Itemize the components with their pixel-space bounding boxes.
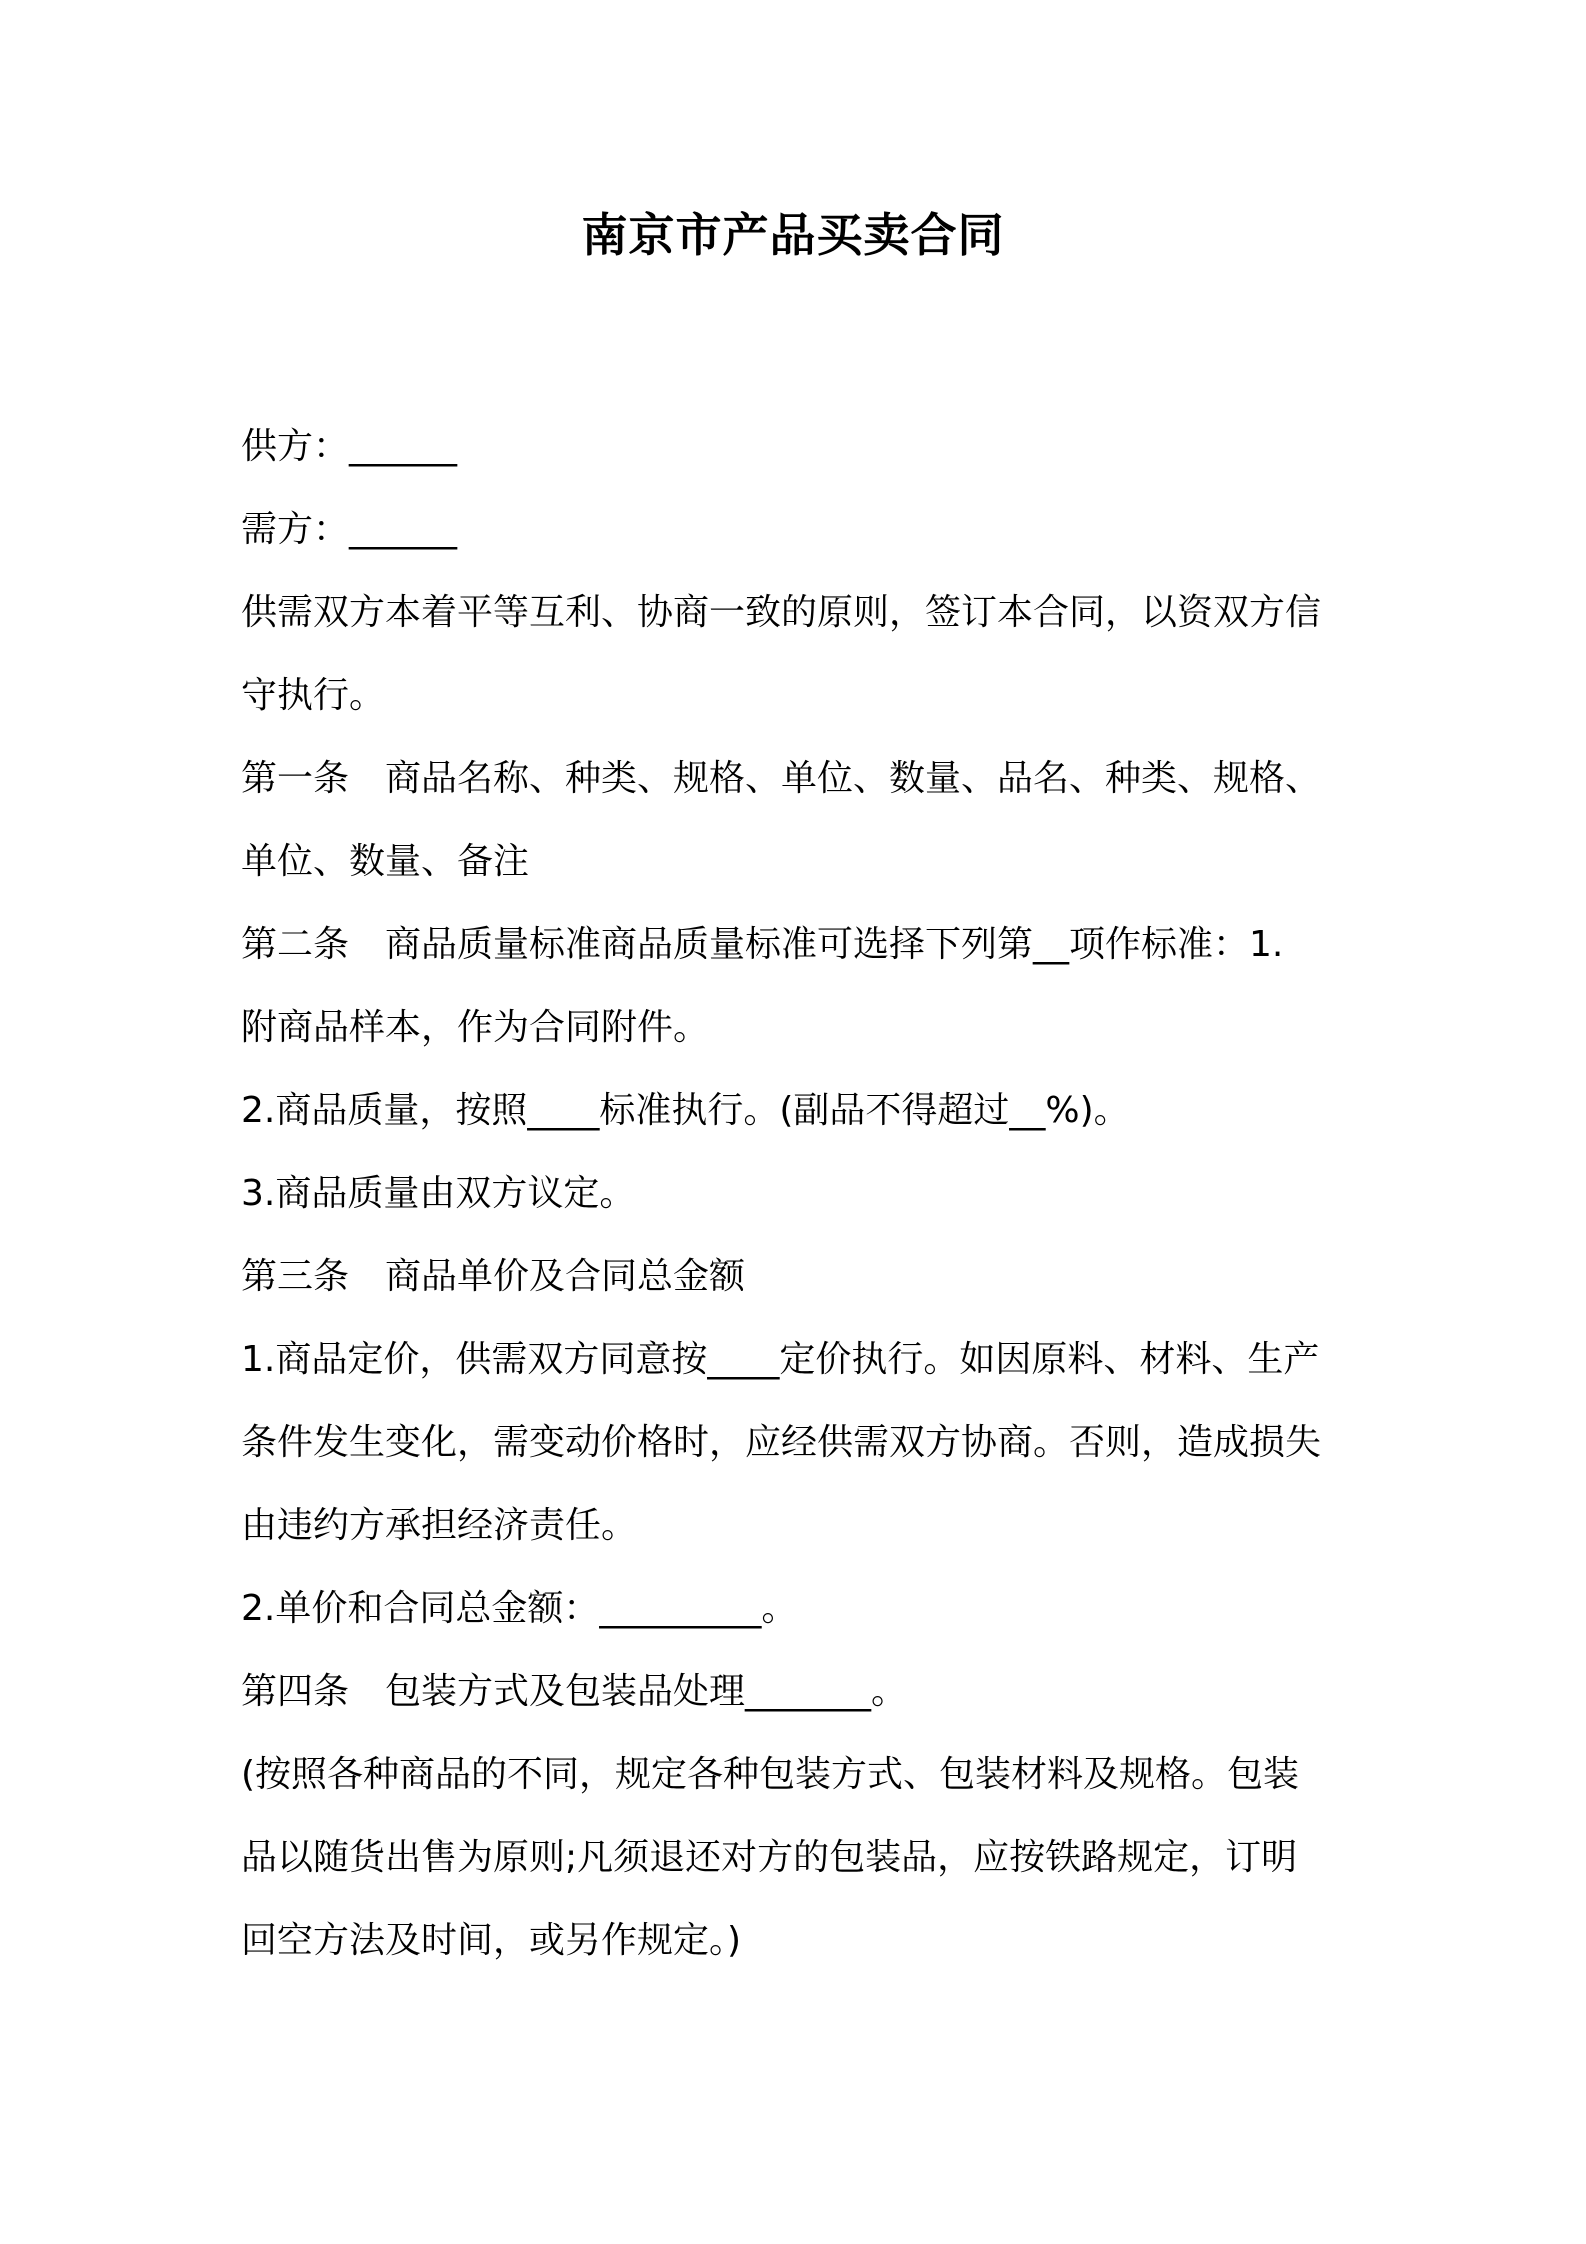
article-3-item-line: 2.单价和合同总金额：_________。	[241, 1588, 798, 1629]
supplier-line: 供方：______	[241, 426, 458, 467]
article-3-item-line: 条件发生变化，需变动价格时，应经供需双方协商。否则，造成损失	[241, 1422, 1322, 1463]
document-title: 南京市产品买卖合同	[581, 208, 1005, 262]
article-2-line: 第二条 商品质量标准商品质量标准可选择下列第__项作标准：1.	[241, 924, 1284, 965]
preamble-line: 守执行。	[241, 675, 386, 716]
article-4-line: 第四条 包装方式及包装品处理_______。	[241, 1671, 908, 1712]
preamble-line: 供需双方本着平等互利、协商一致的原则，签订本合同，以资双方信	[241, 592, 1322, 633]
article-1-line: 单位、数量、备注	[241, 841, 530, 882]
article-3-item-line: 由违约方承担经济责任。	[241, 1505, 638, 1546]
article-2-item-line: 3.商品质量由双方议定。	[241, 1173, 636, 1214]
article-4-note-line: (按照各种商品的不同，规定各种包装方式、包装材料及规格。包装	[241, 1754, 1300, 1795]
article-1-line: 第一条 商品名称、种类、规格、单位、数量、品名、种类、规格、	[241, 758, 1322, 799]
article-3-item-line: 1.商品定价，供需双方同意按____定价执行。如因原料、材料、生产	[241, 1339, 1320, 1380]
article-4-note-line: 回空方法及时间，或另作规定。)	[241, 1920, 742, 1961]
article-2-item-line: 2.商品质量，按照____标准执行。(副品不得超过__%)。	[241, 1090, 1130, 1131]
article-3-line: 第三条 商品单价及合同总金额	[241, 1256, 746, 1297]
document-body	[241, 405, 1361, 1982]
article-4-note-line: 品以随货出售为原则;凡须退还对方的包装品，应按铁路规定，订明	[241, 1837, 1298, 1878]
article-2-line: 附商品样本，作为合同附件。	[241, 1007, 710, 1048]
buyer-line: 需方：______	[241, 509, 458, 550]
